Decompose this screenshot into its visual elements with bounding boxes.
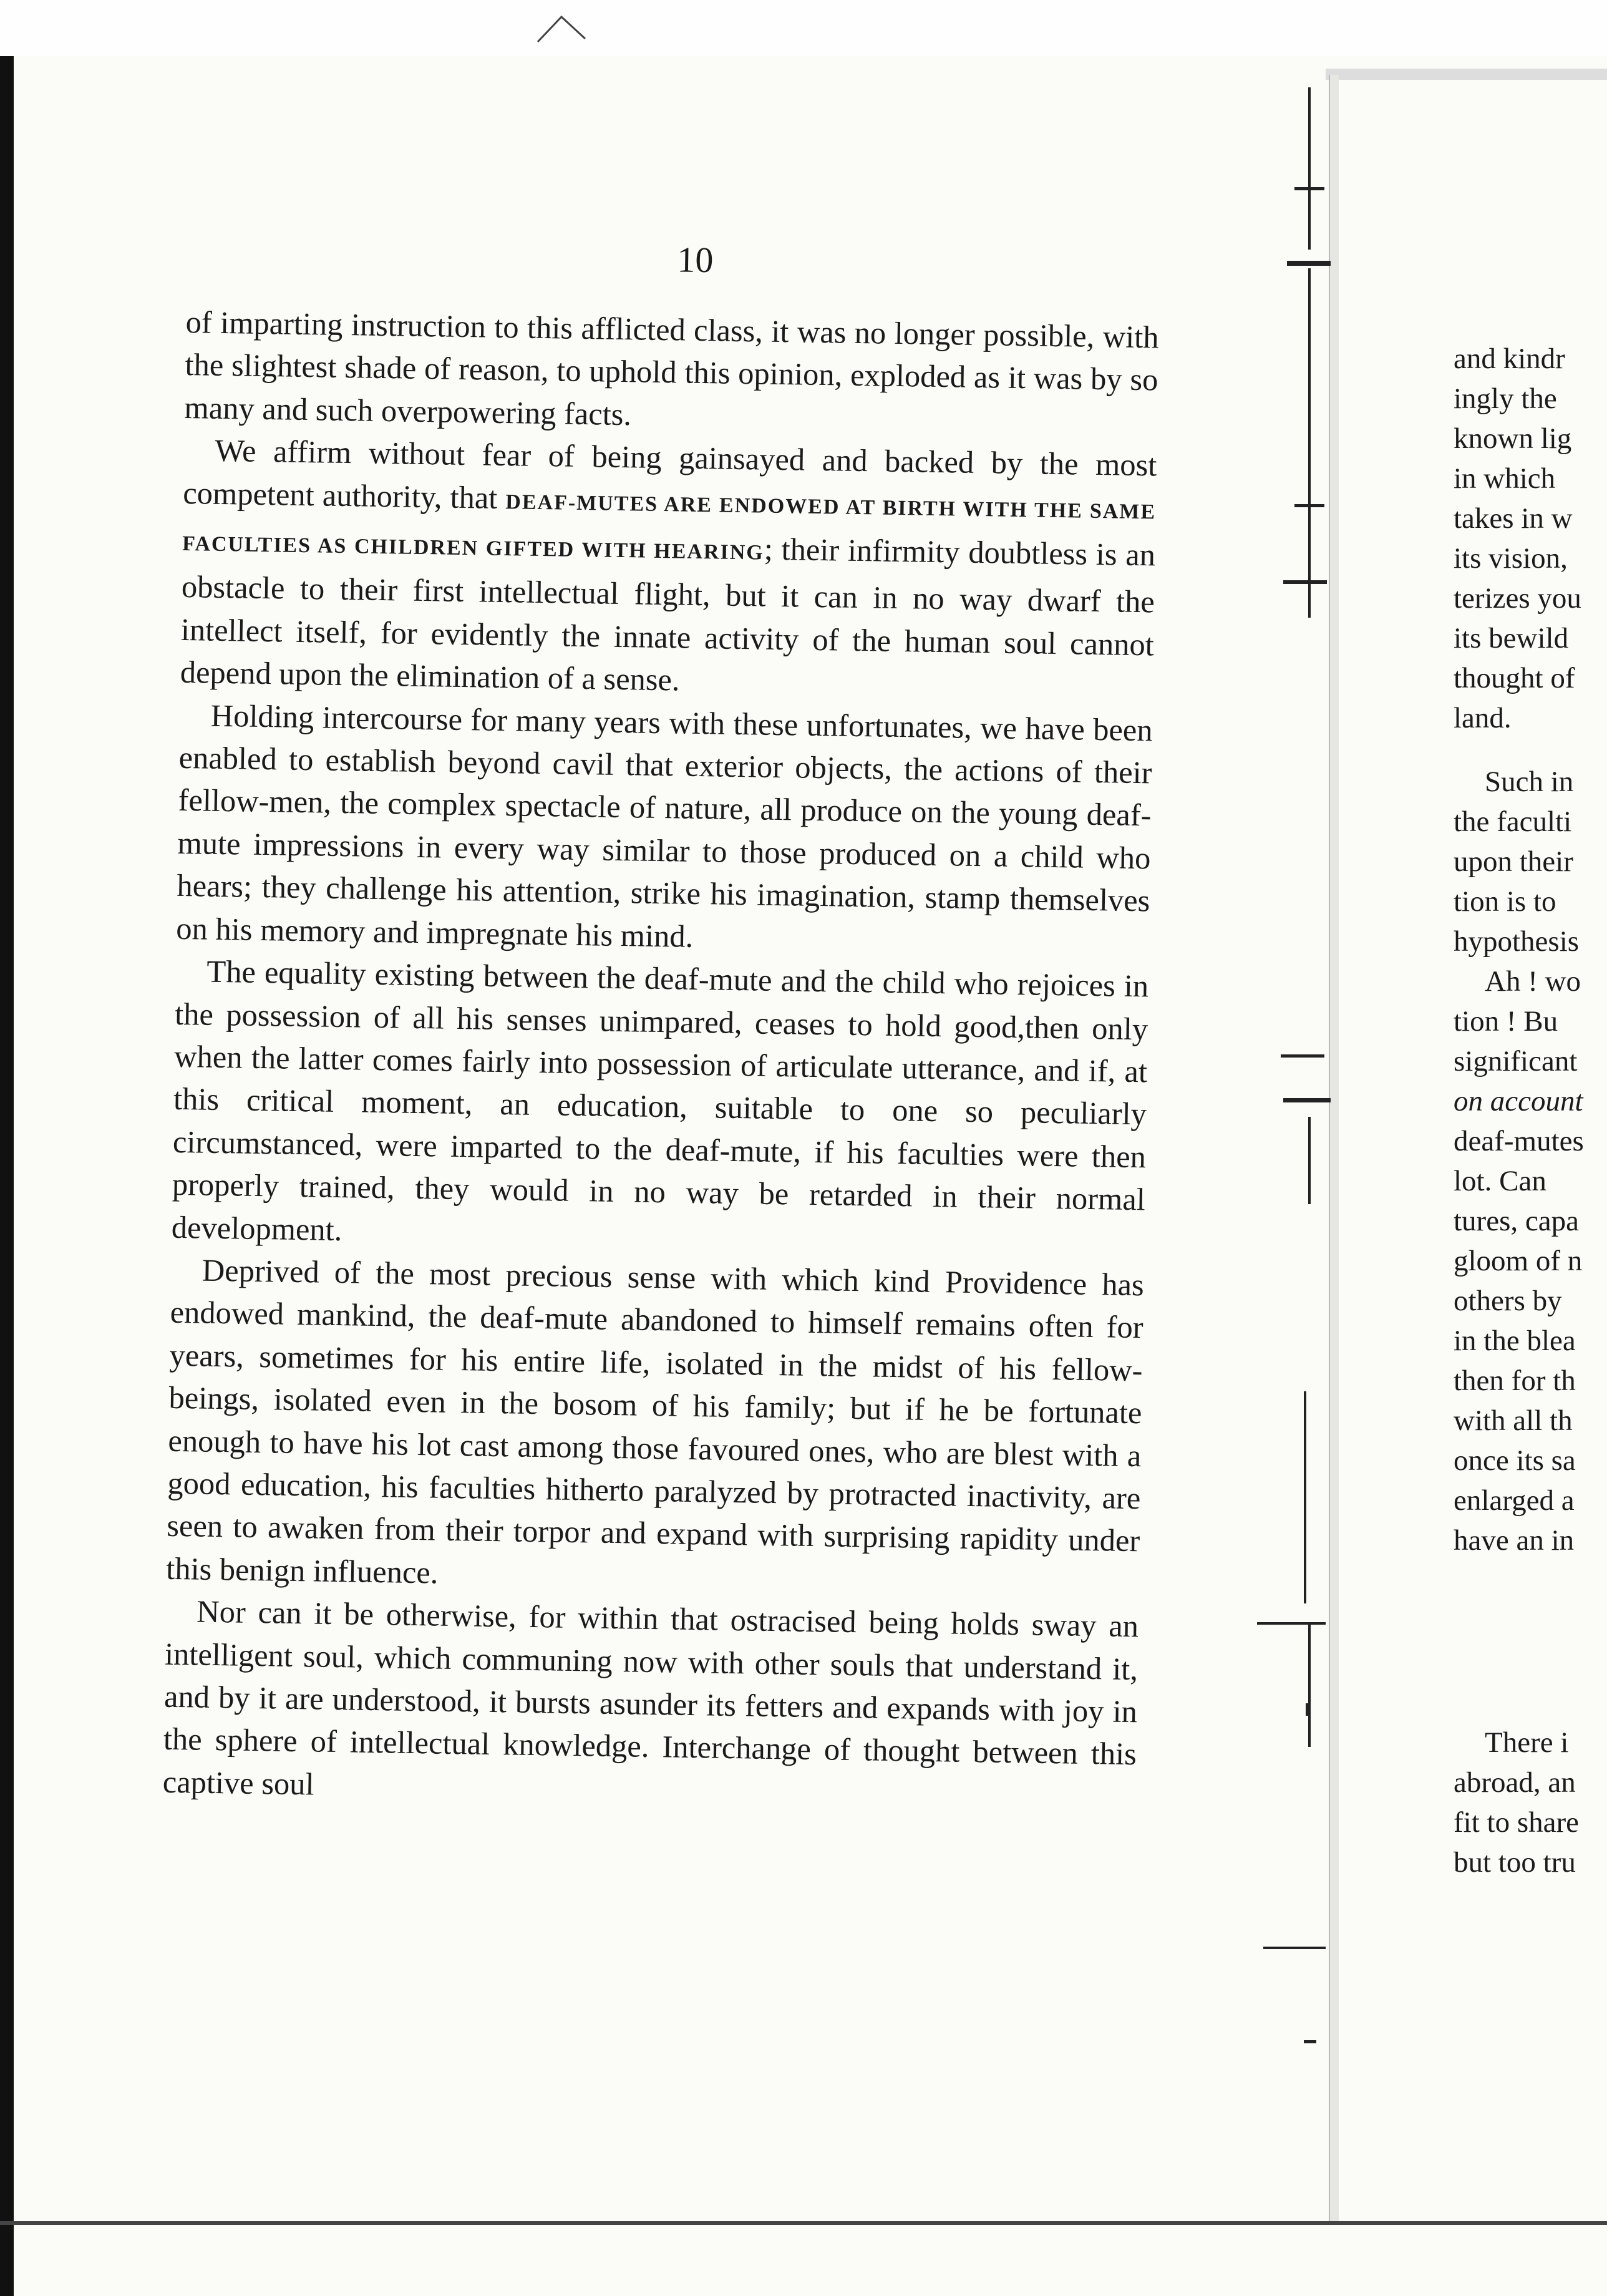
right-page-line: land. (1454, 702, 1512, 734)
right-page-line: have an in (1454, 1524, 1575, 1557)
paragraph-2-tail: ; their infirmity doubtless is an obstacle to their first intellectual flight, but it can in no way dwarf the intellect itself, for evidently the innate activity of the human soul cannot depend upon the elimination of a sense. (180, 531, 1156, 698)
scan-top-margin (0, 0, 1607, 56)
right-page-line: deaf-mutes (1454, 1125, 1584, 1157)
right-page-line: but too tru (1454, 1846, 1576, 1879)
right-page-line: gloom of n (1454, 1245, 1583, 1277)
right-page-line: takes in w (1454, 502, 1573, 535)
right-page-line: its bewild (1454, 622, 1569, 654)
right-page-top-edge (1326, 69, 1607, 80)
right-page-line: in which (1454, 462, 1556, 495)
right-page-line: then for th (1454, 1364, 1576, 1397)
right-page-line: in the blea (1454, 1325, 1576, 1357)
paragraph-4: The equality existing between the deaf-mute and the child who rejoices in the possession of all his senses unimpared, ceases to hold good,then only when the latter comes fairly into possession of articulate utterance, and if, at this critical moment, an education, suitable to one so peculiarly circumstanced, were imparted to the deaf-mute, if his faculties were then properly trained, they would in no way be retarded in their normal development. (171, 953, 1149, 1247)
right-page-line: significant (1454, 1045, 1578, 1077)
right-page-line: its vision, (1454, 542, 1568, 575)
paragraph-6: Nor can it be otherwise, for within that ostracised being holds sway an intelligent soul, which communing now with other souls that understand it, and by it are understood, it bursts asunder its fetters and expands with joy in the sphere of intellectual knowledge. Interchange of thought between this captive soul (162, 1593, 1139, 1802)
right-page-line: on account (1454, 1085, 1583, 1117)
page-number: 10 (676, 239, 714, 281)
right-page-line: There i (1485, 1726, 1569, 1759)
scan-left-border (0, 56, 14, 2296)
right-page-line: upon their (1454, 845, 1573, 878)
emphasis-small-caps: DEAF-MUTES ARE ENDOWED AT BIRTH WITH THE SAME FACULTIES AS CHILDREN GIFTED WITH HEARING (182, 490, 1157, 565)
paragraph-2-lead: We affirm without fear of being gainsayed and backed by the most competent authority, that (182, 432, 1157, 515)
right-page-line: tion ! Bu (1454, 1005, 1558, 1038)
right-page-fragment (1454, 342, 1607, 2214)
book-gutter (1238, 62, 1344, 2221)
paragraph-3: Holding intercourse for many years with these unfortunates, we have been enabled to establish beyond cavil that exterior objects, the actions of their fellow-men, the complex spectacle of nature, all produce on the young deaf-mute impressions in every way similar to those produced on a child who hears; they challenge his attention, strike his imagination, stamp themselves on his memory and impregnate his mind. (176, 698, 1153, 954)
right-page-line: ingly the (1454, 382, 1557, 415)
paragraph-2 (180, 429, 1157, 709)
right-page-line: thought of (1454, 662, 1575, 694)
scan-bottom-border (0, 2221, 1607, 2225)
right-page-line: and kindr (1454, 343, 1565, 375)
right-page-line: tures, capa (1454, 1205, 1579, 1237)
right-page-line: terizes you (1454, 582, 1581, 615)
right-page-line: known lig (1454, 422, 1572, 455)
right-page-line: once its sa (1454, 1444, 1576, 1477)
right-page-line: abroad, an (1454, 1766, 1576, 1799)
right-page-line: others by (1454, 1285, 1562, 1317)
body-text (162, 301, 1159, 1818)
caret-mark-icon (536, 14, 586, 45)
right-page-line: enlarged a (1454, 1484, 1575, 1517)
right-page-line: tion is to (1454, 885, 1556, 918)
left-page (158, 231, 1160, 2118)
paragraph-5: Deprived of the most precious sense with which kind Providence has endowed mankind, the deaf-mute abandoned to himself remains often for years, sometimes for his entire life, isolated in the midst of his fellow-beings, isolated even in the bosom of his family; but if he be fortunate enough to have his lot cast among those favoured ones, who are blest with a good education, his faculties hitherto paralyzed by protracted inactivity, are seen to awaken from their torpor and expand with surprising rapidity under this benign influence. (165, 1252, 1145, 1590)
right-page-line: fit to share (1454, 1806, 1579, 1839)
right-page-line: Such in (1485, 766, 1574, 798)
right-page-line: lot. Can (1454, 1165, 1546, 1197)
right-page-line: hypothesis (1454, 925, 1580, 958)
paragraph-1: of imparting instruction to this afflicted class, it was no longer possible, with the slightest shade of reason, to uphold this opinion, exploded as it was by so many and such overpowering facts. (184, 304, 1159, 432)
right-page-line: the faculti (1454, 805, 1572, 838)
right-page-line: Ah ! wo (1485, 965, 1581, 998)
right-page-line: with all th (1454, 1404, 1573, 1437)
